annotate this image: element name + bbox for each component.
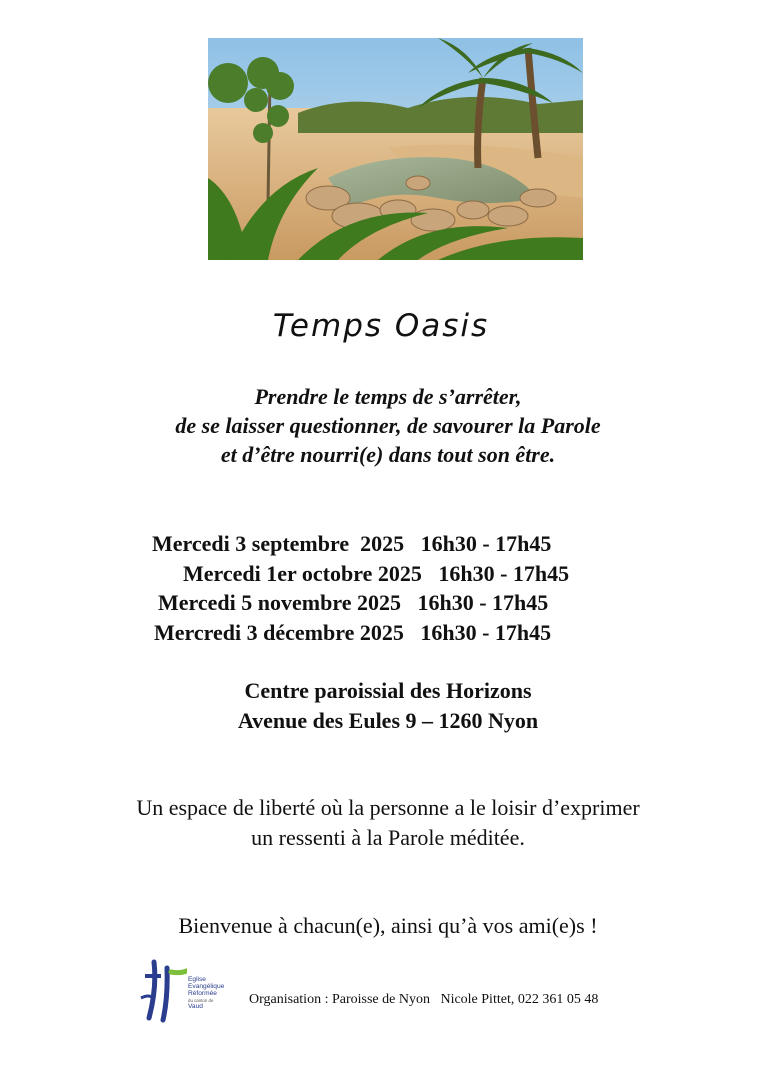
intro-line: de se laisser questionner, de savourer la Parole	[175, 413, 601, 438]
logo-line: Evangélique	[188, 983, 225, 991]
description	[0, 793, 762, 853]
time-label: 16h30 - 17h45	[417, 590, 549, 615]
date-row	[183, 559, 569, 589]
footer	[249, 992, 598, 1008]
date-row	[158, 588, 548, 618]
logo-line: Réformée	[188, 990, 217, 998]
oasis-photo	[208, 38, 583, 260]
location-address: Avenue des Eules 9 – 1260 Nyon	[237, 708, 539, 733]
welcome-text: Bienvenue à chacun(e), ainsi qu’à vos ami(e)s !	[178, 913, 598, 938]
time-label: 16h30 - 17h45	[438, 560, 570, 586]
description-line: Un espace de liberté où la personne a le loisir d’exprimer	[136, 795, 640, 820]
date-label: Mercedi 1er octobre 2025	[183, 560, 422, 586]
description-line: un ressenti à la Parole méditée.	[251, 825, 525, 850]
time-label: 16h30 - 17h45	[420, 531, 552, 556]
footer-contact: Nicole Pittet, 022 361 05 48	[440, 992, 599, 1007]
church-logo	[137, 958, 247, 1030]
logo-cross-icon	[137, 958, 187, 1024]
footer-organisation: Organisation : Paroisse de Nyon	[249, 992, 430, 1007]
page-title: Temps Oasis	[272, 308, 490, 344]
date-label: Mercedi 3 septembre 2025	[152, 531, 405, 556]
logo-text	[188, 976, 224, 1010]
date-row	[152, 529, 551, 559]
location-block	[0, 676, 762, 736]
intro-line: et d’être nourri(e) dans tout son être.	[220, 442, 556, 467]
intro-text	[0, 382, 762, 469]
logo-line: Eglise	[188, 976, 206, 983]
intro-line: Prendre le temps de s’arrêter,	[254, 384, 522, 409]
time-label: 16h30 - 17h45	[420, 619, 552, 645]
logo-line-small: du canton de	[188, 997, 214, 1003]
logo-line: Vaud	[188, 1002, 203, 1010]
date-row	[154, 618, 551, 648]
location-name: Centre paroissial des Horizons	[244, 678, 532, 703]
date-label: Mercredi 3 décembre 2025	[154, 619, 404, 645]
date-label: Mercedi 5 novembre 2025	[158, 590, 401, 615]
